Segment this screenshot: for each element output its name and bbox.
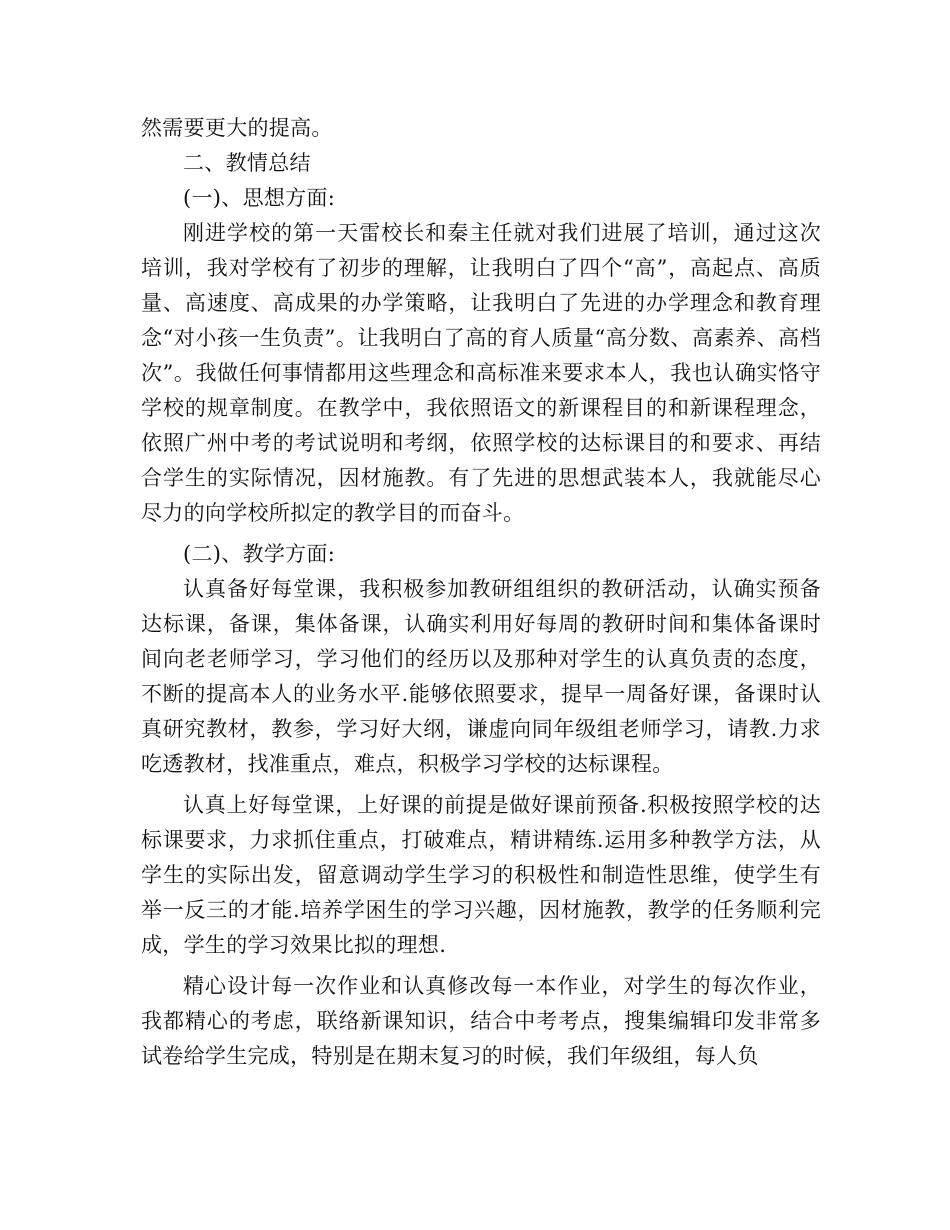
paragraph-lesson-prep: 认真备好每堂课，我积极参加教研组组织的教研活动，认确实预备达标课，备课，集体备课，认确实利用好每周的教研时间和集体备课时间向老老师学习，学习他们的经历以及那种对学生的认真负责的态度，不断的提高本人的业务水平.能够依照要求，提早一周备好课，备课时认真研究教材，教参，学习好大纲，谦虚向同年级组老师学习，请教.力求吃透教材，找准重点，难点，积极学习学校的达标课程。 xyxy=(141,577,821,776)
section-heading-teaching-summary: 二、教情总结 xyxy=(183,151,311,175)
paragraph-homework: 精心设计每一次作业和认真修改每一本作业，对学生的每次作业，我都精心的考虑，联络新课知识，结合中考考点，搜集编辑印发非常多试卷给学生完成，特别是在期末复习的时候，我们年级组，每人负 xyxy=(141,974,821,1068)
document-body xyxy=(141,111,821,1074)
paragraph-continuation: 然需要更大的提高。 xyxy=(141,116,333,140)
paragraph-thought: 刚进学校的第一天雷校长和秦主任就对我们进展了培训，通过这次培训，我对学校有了初步的理解，让我明白了四个“高”，高起点、高质量、高速度、高成果的办学策略，让我明白了先进的办学理念和教育理念“对小孩一生负责”。让我明白了高的育人质量“高分数、高素养、高档次”。我做任何事情都用这些理念和高标准来要求本人，我也认确实恪守学校的规章制度。在教学中，我依照语文的新课程目的和新课程理念，依照广州中考的考试说明和考纲，依照学校的达标课目的和要求、再结合学生的实际情况，因材施教。有了先进的思想武装本人，我就能尽心尽力的向学校所拟定的教学目的而奋斗。 xyxy=(141,221,821,525)
subsection-heading-thought: (一)、思想方面: xyxy=(183,186,336,210)
subsection-heading-teaching: (二)、教学方面: xyxy=(183,542,336,566)
paragraph-lesson-delivery: 认真上好每堂课，上好课的前提是做好课前预备.积极按照学校的达标课要求，力求抓住重点，打破难点，精讲精练.运用多种教学方法，从学生的实际出发，留意调动学生学习的积极性和制造性思维，使学生有举一反三的才能.培养学困生的学习兴趣，因材施教，教学的任务顺利完成，学生的学习效果比拟的理想. xyxy=(141,793,821,957)
